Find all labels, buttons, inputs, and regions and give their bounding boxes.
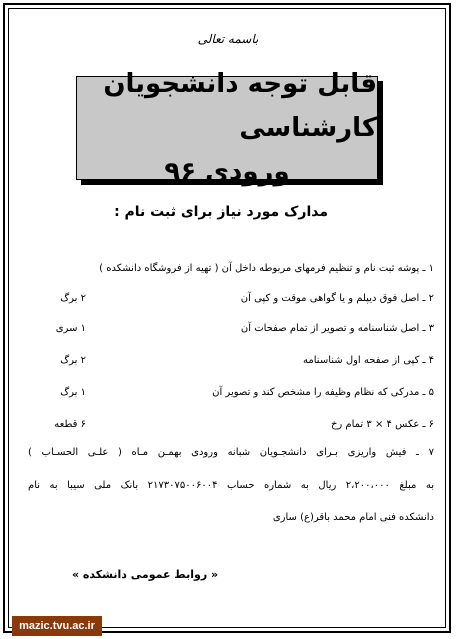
list-item-quantity: ۱ سری	[55, 322, 86, 334]
payment-paragraph-line-1: ۷ ـ فیش واریزی بـرای دانشجـویان شبانه ورودی بهمـن مـاه ( علـی الحسـاب )	[28, 447, 434, 458]
list-item	[28, 382, 434, 402]
site-watermark: mazic.tvu.ac.ir	[12, 616, 102, 636]
list-item-quantity: ۶ قطعه	[54, 418, 86, 430]
list-item-text: ۱ ـ پوشه ثبت نام و تنظیم فرمهای مربوطه داخل آن ( تهیه از فروشگاه دانشکده )	[99, 262, 434, 274]
document-heading: باسمه تعالی	[197, 32, 259, 46]
list-item	[28, 414, 434, 434]
list-item-text: ۵ ـ مدرکی که نظام وظیفه را مشخص کند و تصویر آن	[212, 386, 434, 398]
list-item-quantity: ۲ برگ	[60, 354, 86, 366]
title-line-1: قابل توجه دانشجویان کارشناسی	[103, 69, 377, 143]
list-item	[28, 288, 434, 308]
list-item	[28, 318, 434, 338]
list-item-text: ۲ ـ اصل فوق دیپلم و یا گواهی موقت و کپی آن	[240, 292, 434, 304]
list-item-text: ۶ ـ عکس ۴ × ۳ تمام رخ	[330, 418, 434, 430]
list-item	[28, 258, 434, 278]
payment-paragraph-line-3: دانشکده فنی امام محمد باقر(ع) ساری	[272, 512, 434, 523]
title-line-2: ورودی ۹۶	[164, 157, 290, 187]
list-item-quantity: ۱ برگ	[60, 386, 86, 398]
list-item-text: ۴ ـ کپی از صفحه اول شناسنامه	[303, 354, 434, 366]
list-item-text: ۳ ـ اصل شناسنامه و تصویر از تمام صفحات آن	[240, 322, 434, 334]
signature-public-relations: « روابط عمومی دانشکده »	[72, 568, 219, 581]
list-item	[28, 350, 434, 370]
required-documents-heading: مدارک مورد نیاز برای ثبت نام :	[114, 204, 328, 220]
list-item-quantity: ۲ برگ	[60, 292, 86, 304]
payment-paragraph-line-2: به مبلغ ۲،۲۰۰،۰۰۰ ریال به شماره حساب ۲۱۷۳۰۷۵۰۰۶۰۰۴ بانک ملی سیبا به نام	[28, 480, 434, 491]
